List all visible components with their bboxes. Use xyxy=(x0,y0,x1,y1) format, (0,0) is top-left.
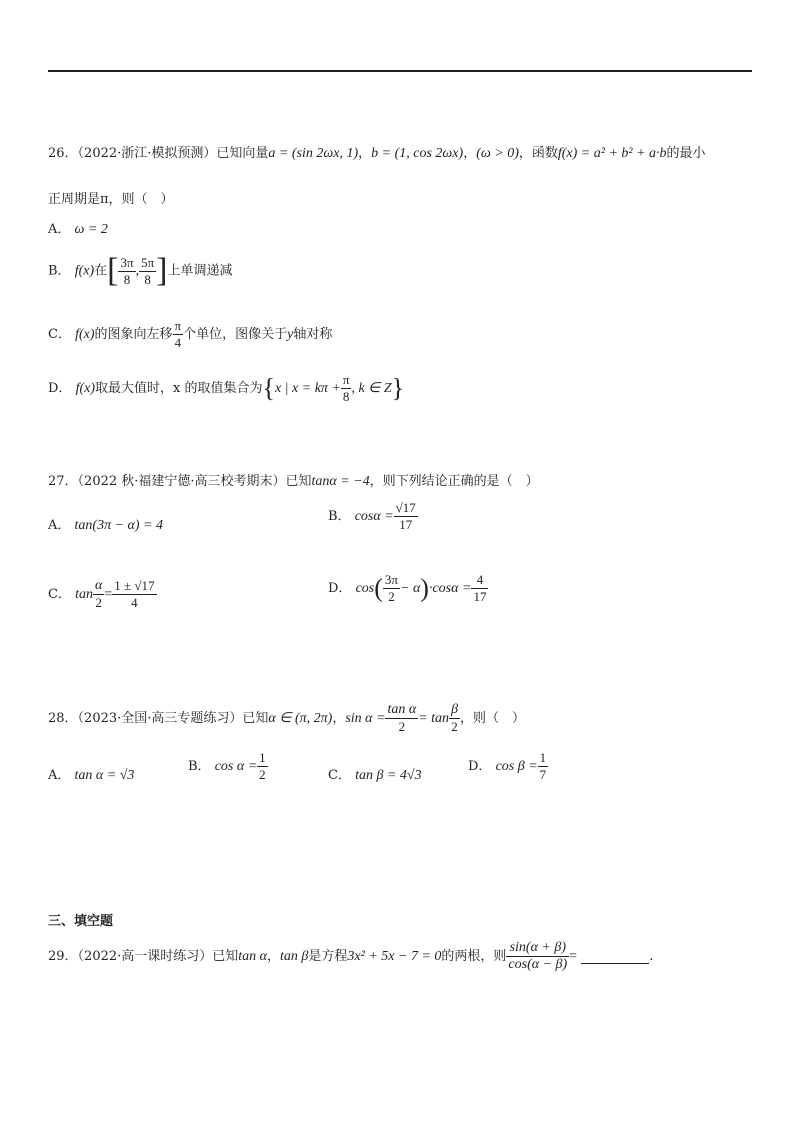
set-expression: x | x = kπ + xyxy=(274,381,341,396)
option-math: ·cosα = xyxy=(428,581,472,596)
question-number: 26． xyxy=(48,146,78,161)
option-label: C． xyxy=(48,587,71,602)
interval-start: $\frac{3\pi}{8}$ xyxy=(120,254,134,287)
tan-alpha: tan α xyxy=(238,949,268,964)
q27-option-c[interactable]: C． tan $\frac{\alpha}{2}$ = $\frac{1 \pm √17}{4}$ xyxy=(48,578,155,610)
period: . xyxy=(649,949,654,964)
option-math: ω = 2 xyxy=(74,222,108,237)
vector-b: b = (1, cos 2ωx) xyxy=(371,146,464,161)
option-text: 在 xyxy=(94,263,108,279)
q28-option-d[interactable] xyxy=(468,750,548,783)
option-math: cosα = xyxy=(354,509,394,524)
set-expression: , k ∈ Z xyxy=(351,381,392,396)
option-label: C． xyxy=(328,768,351,783)
left-paren: ( xyxy=(374,573,383,603)
q27-option-d[interactable] xyxy=(328,572,488,605)
option-text: 个单位，图像关于 xyxy=(183,327,288,342)
answer-fraction: $\frac{\sin(\alpha + \beta)}{\cos(\alpha - \beta)}$ xyxy=(508,940,568,972)
option-math: tan α = √3 xyxy=(74,768,135,783)
question-text-tail: 的最小 xyxy=(666,146,706,161)
right-paren: ) xyxy=(420,573,429,603)
option-fraction: $\frac{4}{17}$ xyxy=(473,572,487,604)
q28-option-b[interactable] xyxy=(188,750,268,783)
option-label: C． xyxy=(48,327,71,342)
option-math: cos β = xyxy=(495,759,538,774)
option-label: A． xyxy=(48,518,71,533)
option-label: A． xyxy=(48,768,71,783)
section-title: 三、填空题 xyxy=(48,914,114,929)
question-26-line2: 正周期是π，则（ ） xyxy=(48,192,174,207)
question-text-tail: ，则下列结论正确的是（ ） xyxy=(369,474,539,489)
option-label: A． xyxy=(48,222,71,237)
option-text: 轴对称 xyxy=(293,327,333,342)
function-definition: f(x) = a² + b² + a·b xyxy=(557,146,667,161)
equation-part: = tan xyxy=(418,711,450,726)
question-text: 是方程 xyxy=(308,949,348,964)
angle-fraction: $\frac{3\pi}{2}$ xyxy=(384,572,398,604)
question-source: （2022 秋·福建宁德·高三校考期末）已知 xyxy=(77,474,312,489)
question-29-line1 xyxy=(48,940,653,973)
q28-option-a[interactable] xyxy=(48,764,134,784)
omega-condition: (ω > 0) xyxy=(476,146,519,161)
question-number: 28． xyxy=(48,711,78,726)
question-source: （2022·高一课时练习）已知 xyxy=(77,949,239,964)
option-fraction: $\frac{1}{2}$ xyxy=(259,750,266,782)
question-text-tail: ，则（ ） xyxy=(460,711,526,726)
option-fraction: $\frac{√17}{17}$ xyxy=(395,500,416,532)
left-brace: { xyxy=(262,373,275,403)
question-number: 29． xyxy=(48,949,78,964)
question-28-line1: 28．（2023·全国·高三专题练习）已知α ∈ (π, 2π)，sin α = $\frac{\text{tan α}}{2}$ = tan $\frac{\beta}{2}$ ，则（ ） xyxy=(48,702,526,734)
q28-option-c[interactable] xyxy=(328,764,422,784)
option-math: tan xyxy=(75,587,93,602)
question-27-line1 xyxy=(48,470,539,490)
question-source: （2022·浙江·模拟预测）已知向量 xyxy=(77,146,269,161)
tan-beta: tan β xyxy=(280,949,309,964)
option-math: cos α = xyxy=(214,759,258,774)
vector-a: a = (sin 2ωx, 1) xyxy=(268,146,359,161)
option-label: D． xyxy=(468,759,492,774)
q27-option-a[interactable] xyxy=(48,514,163,534)
option-label: B． xyxy=(48,263,71,279)
option-label: B． xyxy=(328,509,351,524)
question-text: 的两根，则 xyxy=(441,949,507,964)
q26-option-c[interactable] xyxy=(48,318,332,351)
beta-fraction: $\frac{\beta}{2}$ xyxy=(451,702,459,734)
equation-part: sin α = xyxy=(345,711,386,726)
option-fraction: $\frac{1}{7}$ xyxy=(539,750,547,782)
option-math: tan β = 4√3 xyxy=(355,768,422,783)
option-math: − α xyxy=(400,581,421,596)
q27-option-b[interactable] xyxy=(328,500,418,533)
option-label: D． xyxy=(328,581,352,596)
right-brace: } xyxy=(391,373,405,403)
option-math: f(x) xyxy=(75,327,95,342)
question-26-line1: 26．（2022·浙江·模拟预测）已知向量a = (sin 2ωx, 1)，b = (1, cos 2ωx)，(ω > 0)，函数f(x) = a² + b² + a·b的最小 xyxy=(48,146,706,161)
option-text: 上单调递减 xyxy=(167,263,233,279)
answer-blank[interactable] xyxy=(581,949,649,964)
right-bracket: ] xyxy=(156,252,168,289)
separator: ， xyxy=(267,949,281,964)
question-source: （2023·全国·高三专题练习）已知 xyxy=(77,711,269,726)
half-angle-fraction: $\frac{\alpha}{2}$ xyxy=(94,578,103,610)
q26-option-a[interactable] xyxy=(48,218,108,238)
given-condition: tanα = −4 xyxy=(311,474,370,489)
left-bracket: [ xyxy=(107,252,119,289)
option-label: D． xyxy=(48,381,72,396)
function-lead: ，函数 xyxy=(518,146,558,161)
set-fraction: $\frac{\pi}{8}$ xyxy=(342,372,350,404)
option-math: f(x) xyxy=(75,381,96,396)
option-math: cos xyxy=(355,581,375,596)
quadratic-equation: 3x² + 5x − 7 = 0 xyxy=(347,949,442,964)
option-text: 取最大值时，x 的取值集合为 xyxy=(95,381,263,396)
q26-option-d[interactable] xyxy=(48,372,404,405)
q26-option-b[interactable]: B． f(x)在[ $\frac{3\pi}{8}$ , $\frac{5\pi}{8}$ ]上单调递减 xyxy=(48,252,233,289)
header-rule xyxy=(48,70,752,72)
interval-end: $\frac{5\pi}{8}$ xyxy=(141,254,155,287)
equals-sign: = xyxy=(569,949,578,964)
option-math: f(x) xyxy=(74,263,95,279)
shift-fraction: $\frac{\pi}{4}$ xyxy=(174,318,182,350)
equation-fraction: $\frac{\text{tan α}}{2}$ xyxy=(387,702,417,734)
given-condition: α ∈ (π, 2π) xyxy=(268,711,333,726)
question-number: 27． xyxy=(48,474,78,489)
y-variable: y xyxy=(287,327,294,342)
option-fraction: $\frac{1 \pm √17}{4}$ xyxy=(114,578,155,610)
option-text: 的图象向左移 xyxy=(94,327,173,342)
option-label: B． xyxy=(188,759,211,774)
option-math: tan(3π − α) = 4 xyxy=(74,518,164,533)
